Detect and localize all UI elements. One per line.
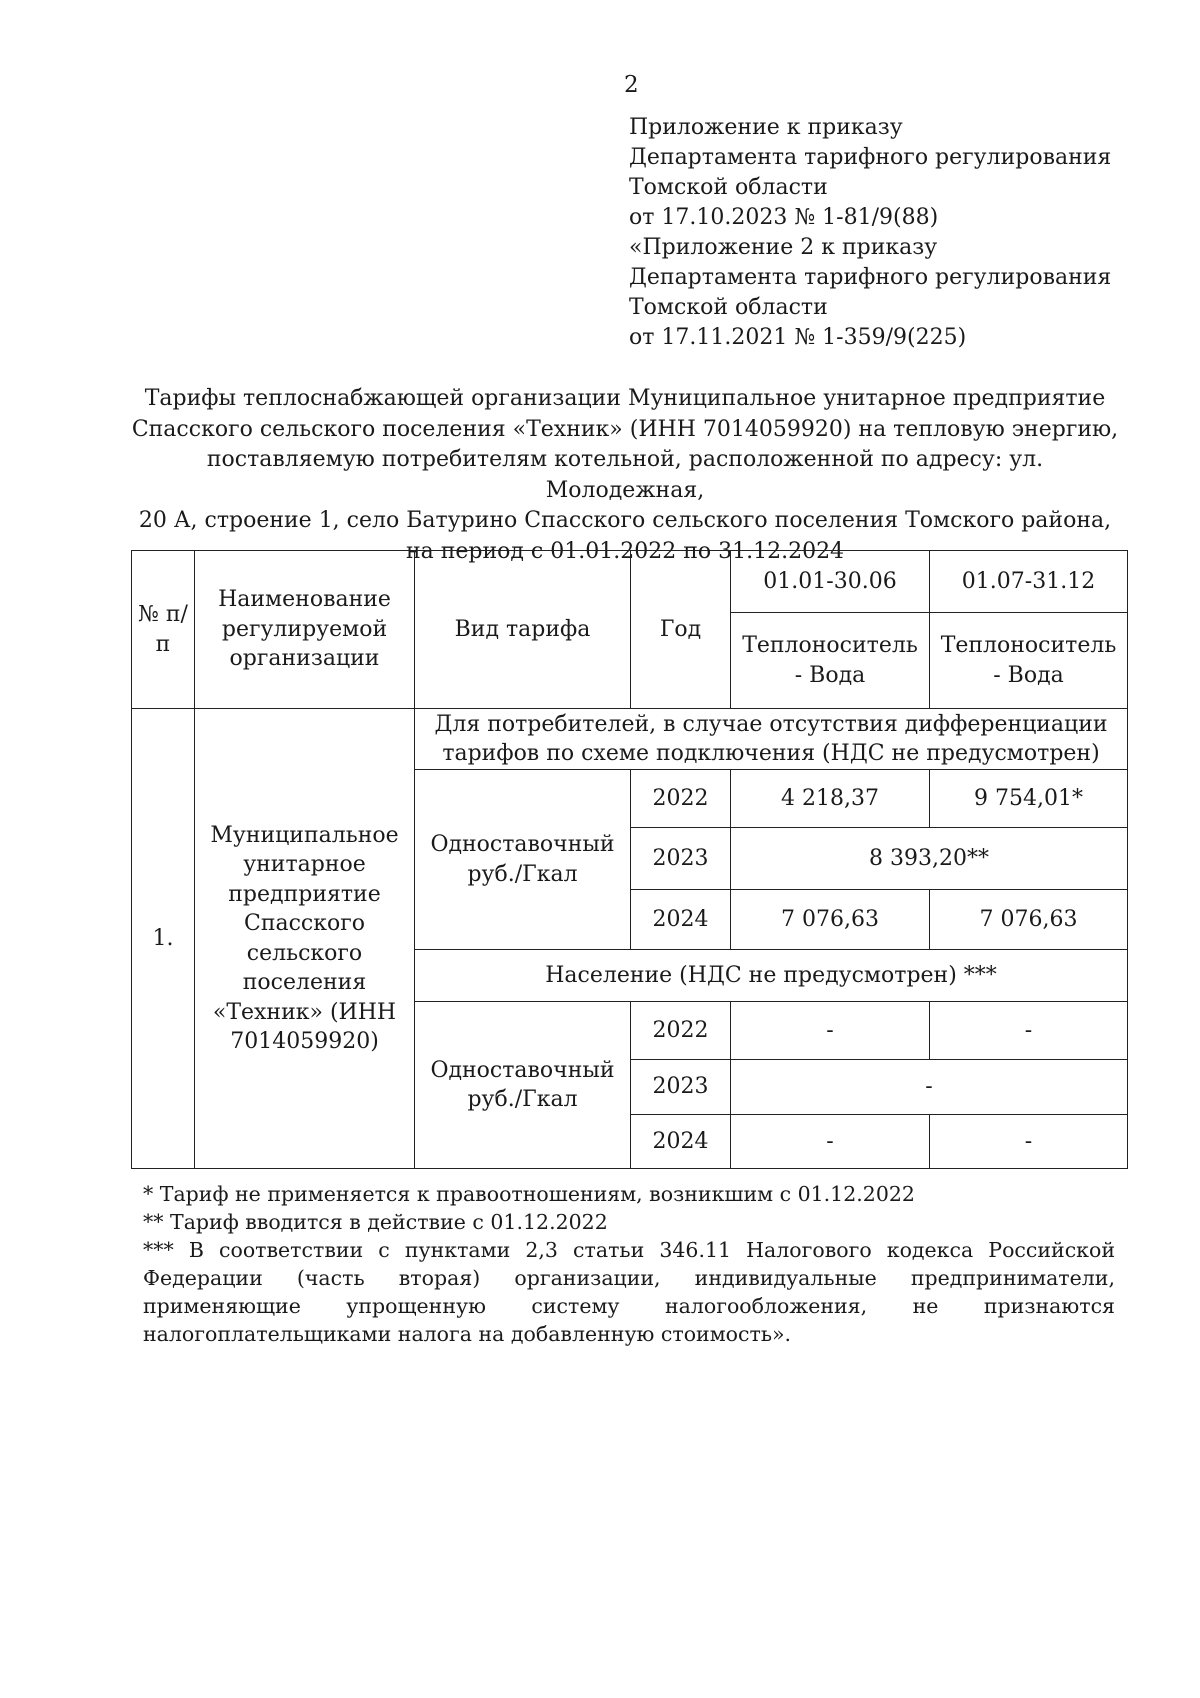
title-line: Тарифы теплоснабжающей организации Муниципальное унитарное предприятие <box>144 386 1106 411</box>
year-cell: 2023 <box>631 1060 731 1115</box>
appendix-line: Томской области <box>629 175 828 200</box>
title-line: 20 А, строение 1, село Батурино Спасского сельского поселения Томского района, <box>138 508 1112 533</box>
header-tariff-type: Вид тарифа <box>415 551 631 709</box>
value-cell: - <box>731 1002 930 1060</box>
header-num: № п/п <box>132 551 195 709</box>
year-cell: 2022 <box>631 770 731 828</box>
tariff-label: Одноставочный руб./Гкал <box>415 1002 631 1169</box>
footnote: *** В соответствии с пунктами 2,3 статьи 346.11 Налогового кодекса Российской Федерации (часть вторая) организации, индивидуальные предприниматели, применяющие упрощенную систему налогообложения, не признаются налогоплательщиками налога на добавленную стоимость». <box>143 1238 1115 1346</box>
appendix-line: Томской области <box>629 295 828 320</box>
header-period-2: 01.07-31.12 <box>930 551 1128 613</box>
appendix-line: от 17.10.2023 № 1-81/9(88) <box>629 205 939 230</box>
value-cell: 7 076,63 <box>731 890 930 950</box>
value-cell: 4 218,37 <box>731 770 930 828</box>
appendix-line: «Приложение 2 к приказу <box>629 235 938 260</box>
year-cell: 2024 <box>631 890 731 950</box>
footnotes <box>143 1180 1115 1348</box>
section-title-consumers: Для потребителей, в случае отсутствия дифференциации тарифов по схеме подключения (НДС не предусмотрен) <box>415 709 1128 770</box>
value-cell: - <box>930 1002 1128 1060</box>
value-cell: - <box>731 1115 930 1169</box>
header-year: Год <box>631 551 731 709</box>
year-cell: 2022 <box>631 1002 731 1060</box>
title-line: поставляемую потребителям котельной, расположенной по адресу: ул. Молодежная, <box>206 447 1044 503</box>
section-title-population: Население (НДС не предусмотрен) *** <box>415 950 1128 1002</box>
year-cell: 2023 <box>631 828 731 890</box>
tariff-table <box>131 550 1128 1169</box>
value-cell-merged: - <box>731 1060 1128 1115</box>
header-org: Наименование регулируемой организации <box>195 551 415 709</box>
appendix-line: Приложение к приказу <box>629 115 903 140</box>
row-number: 1. <box>132 709 195 1169</box>
header-period-1: 01.01-30.06 <box>731 551 930 613</box>
tariff-label: Одноставочный руб./Гкал <box>415 770 631 950</box>
footnote: ** Тариф вводится в действие с 01.12.2022 <box>143 1210 608 1234</box>
year-cell: 2024 <box>631 1115 731 1169</box>
organization-name: Муниципальное унитарное предприятие Спасского сельского поселения «Техник» (ИНН 7014059920) <box>195 709 415 1169</box>
appendix-line: Департамента тарифного регулирования <box>629 145 1112 170</box>
header-carrier-2: Теплоноситель - Вода <box>930 613 1128 709</box>
header-carrier-1: Теплоноситель - Вода <box>731 613 930 709</box>
title-line: на период с 01.01.2022 по 31.12.2024 <box>405 538 845 564</box>
value-cell-merged: 8 393,20** <box>731 828 1128 890</box>
document-title <box>130 384 1120 567</box>
page-number: 2 <box>624 72 639 98</box>
value-cell: - <box>930 1115 1128 1169</box>
appendix-header <box>629 113 1111 353</box>
appendix-line: от 17.11.2021 № 1-359/9(225) <box>629 325 967 350</box>
value-cell: 7 076,63 <box>930 890 1128 950</box>
value-cell: 9 754,01* <box>930 770 1128 828</box>
appendix-line: Департамента тарифного регулирования <box>629 265 1112 290</box>
footnote: * Тариф не применяется к правоотношениям, возникшим с 01.12.2022 <box>143 1182 915 1206</box>
title-line: Спасского сельского поселения «Техник» (ИНН 7014059920) на тепловую энергию, <box>131 416 1119 442</box>
